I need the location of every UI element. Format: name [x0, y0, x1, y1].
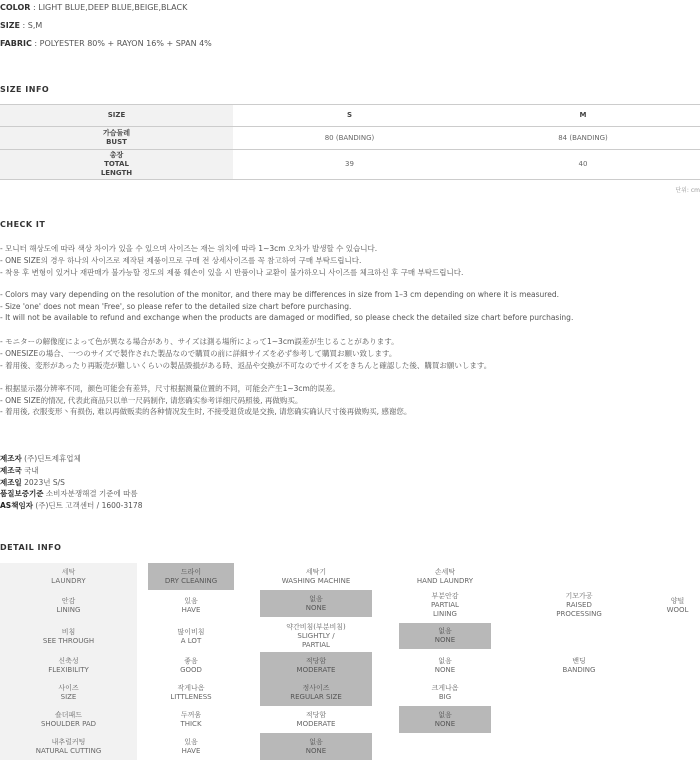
- maker-value: 2023년 S/S: [21, 478, 65, 487]
- maker-key: 제조국: [0, 466, 22, 475]
- detail-option: 없음 NONE: [399, 623, 491, 649]
- maker-line: [0, 453, 81, 464]
- detail-option: 없음 NONE: [260, 590, 372, 617]
- table-row: [0, 127, 700, 150]
- detail-label: 안감 LINING: [0, 590, 137, 621]
- check-it-heading: CHECK IT: [0, 220, 46, 229]
- detail-option: 두꺼움 THICK: [180, 710, 202, 728]
- detail-option: 기모가공 RAISED PROCESSING: [556, 592, 602, 618]
- maker-line: [0, 477, 65, 488]
- check-line: - 모니터 해상도에 따라 색상 차이가 있을 수 있으며 사이즈는 재는 위치에 따라 1~3cm 오차가 발생할 수 있습니다.: [0, 244, 378, 253]
- size-table: [0, 104, 700, 180]
- detail-row-flexibility: [0, 652, 700, 679]
- detail-option: 많이비침 A LOT: [177, 627, 205, 645]
- spec-key: FABRIC: [0, 39, 32, 48]
- column-header: S: [233, 105, 466, 127]
- detail-row-lining: [0, 590, 700, 621]
- table-cell: 80 (BANDING): [233, 127, 466, 150]
- detail-option: 크게나옴 BIG: [431, 683, 459, 701]
- check-line: - ONE SIZE的情况, 代表此商品只以单一尺码制作, 请您确实参考详细尺码照後, 再做购买。: [0, 396, 303, 405]
- maker-line: [0, 465, 39, 476]
- detail-option: 세탁기 WASHING MACHINE: [281, 567, 351, 585]
- spec-value: : S,M: [20, 21, 43, 30]
- table-cell: 40: [466, 150, 700, 180]
- maker-key: AS책임자: [0, 501, 33, 510]
- detail-option: 약간비침(부분비침) SLIGHTLY / PARTIAL: [286, 623, 346, 649]
- detail-option: 적당함 MODERATE: [260, 652, 372, 679]
- row-label-ko: 가슴둘레: [102, 129, 131, 137]
- maker-value: 소비자분쟁해결 기준에 따름: [43, 489, 138, 498]
- detail-label: 사이즈 SIZE: [0, 679, 137, 706]
- check-line: - 根据显示器分辨率不同，颜色可能会有差异，尺寸根据测量位置的不同，可能会产生1~3cm的误差。: [0, 384, 340, 393]
- detail-option: 있음 HAVE: [181, 737, 201, 755]
- spec-key: SIZE: [0, 21, 21, 30]
- maker-value: (주)딘트 고객센터 / 1600-3178: [32, 501, 143, 510]
- maker-line: [0, 500, 142, 511]
- maker-key: 제조자: [0, 454, 22, 463]
- detail-label: 신축성 FLEXIBILITY: [0, 652, 137, 679]
- check-line: - Size 'one' does not mean 'Free', so please refer to the detailed size chart before purchasing.: [0, 302, 352, 311]
- detail-option: 없음 NONE: [260, 733, 372, 760]
- detail-option: 있음 HAVE: [181, 596, 201, 614]
- spec-value: : POLYESTER 80% + RAYON 16% + SPAN 4%: [31, 39, 212, 48]
- column-header: SIZE: [0, 105, 233, 127]
- detail-option: 드라이 DRY CLEANING: [148, 563, 234, 590]
- row-label-ko: 총장: [109, 151, 124, 159]
- row-label: [0, 150, 233, 180]
- detail-option: 없음 NONE: [399, 706, 491, 733]
- spec-color: [0, 3, 187, 12]
- detail-row-laundry: [0, 563, 700, 590]
- detail-label: 숄더패드 SHOULDER PAD: [0, 706, 137, 733]
- row-label: [0, 127, 233, 150]
- check-line: - ONE SIZE의 경우 하나의 사이즈로 제작된 제품이므로 구매 전 상세사이즈를 꼭 참고하여 구매 부탁드립니다.: [0, 256, 362, 265]
- detail-label: 내추럴커팅 NATURAL CUTTING: [0, 733, 137, 760]
- spec-size: [0, 21, 42, 30]
- size-table-header: [0, 105, 700, 127]
- maker-key: 품질보증기준: [0, 489, 44, 498]
- check-line: - It will not be available to refund and exchange when the products are damaged or modified, so please check the detailed size chart before purchasing.: [0, 313, 574, 322]
- detail-info-heading: DETAIL INFO: [0, 543, 62, 552]
- detail-option: 좋음 GOOD: [180, 656, 202, 674]
- detail-option: 정사이즈 REGULAR SIZE: [260, 679, 372, 706]
- detail-option: 없음 NONE: [434, 656, 456, 674]
- table-row: [0, 150, 700, 180]
- detail-label: 비침 SEE THROUGH: [0, 621, 137, 652]
- check-line: - ONESIZEの場合、一つのサイズで製作された製品なので購買の前に詳細サイズを必ず参考して購買お願い致します。: [0, 349, 397, 358]
- check-line: - 着用後, 衣服变形丶有损伤, 难以再做贩卖的各种情况发生时, 不接受退货或是交换, 请您确实确认尺寸後再做购买, 感谢您。: [0, 407, 412, 416]
- detail-option: 양털 WOOL: [666, 596, 689, 614]
- maker-key: 제조일: [0, 478, 22, 487]
- detail-label: 세탁 LAUNDRY: [0, 563, 137, 590]
- check-line: - モニターの解像度によって色が異なる場合があり、サイズは測る場所によって1~3cm誤差が生じることがあります。: [0, 337, 399, 346]
- detail-option: 작게나옴 LITTLENESS: [170, 683, 212, 701]
- detail-option: 손세탁 HAND LAUNDRY: [416, 567, 474, 585]
- detail-option: 밴딩 BANDING: [562, 656, 596, 674]
- check-line: - Colors may vary depending on the resolution of the monitor, and there may be differences in size from 1–3 cm depending on where it is measured.: [0, 290, 559, 299]
- spec-fabric: [0, 39, 212, 48]
- row-label-en: TOTAL LENGTH: [100, 160, 133, 177]
- check-line: - 着用後、変形があったり再販売が難しいくらいの製品毀損がある時、返品や交換が不可なのでサイズをきちんと確認した後、購買お願いします。: [0, 361, 492, 370]
- detail-row-natural-cutting: [0, 733, 700, 760]
- detail-option: 적당함 MODERATE: [296, 710, 336, 728]
- detail-option: 부분안감 PARTIAL LINING: [431, 592, 459, 618]
- table-cell: 84 (BANDING): [466, 127, 700, 150]
- detail-row-see-through: [0, 621, 700, 652]
- spec-key: COLOR: [0, 3, 31, 12]
- row-label-en: BUST: [106, 138, 127, 146]
- table-cell: 39: [233, 150, 466, 180]
- check-line: - 착용 후 변형이 있거나 재판매가 불가능할 정도의 제품 훼손이 있을 시 반품이나 교환이 불가하오니 사이즈를 체크하신 후 구매 부탁드립니다.: [0, 268, 464, 277]
- unit-note: 단위: cm: [675, 187, 700, 194]
- maker-value: (주)딘트제휴업체: [21, 454, 81, 463]
- detail-row-shoulder-pad: [0, 706, 700, 733]
- detail-row-size: [0, 679, 700, 706]
- column-header: M: [466, 105, 700, 127]
- spec-value: : LIGHT BLUE,DEEP BLUE,BEIGE,BLACK: [30, 3, 188, 12]
- maker-line: [0, 488, 138, 499]
- detail-grid: [0, 563, 700, 760]
- size-info-heading: SIZE INFO: [0, 85, 50, 94]
- maker-value: 국내: [21, 466, 39, 475]
